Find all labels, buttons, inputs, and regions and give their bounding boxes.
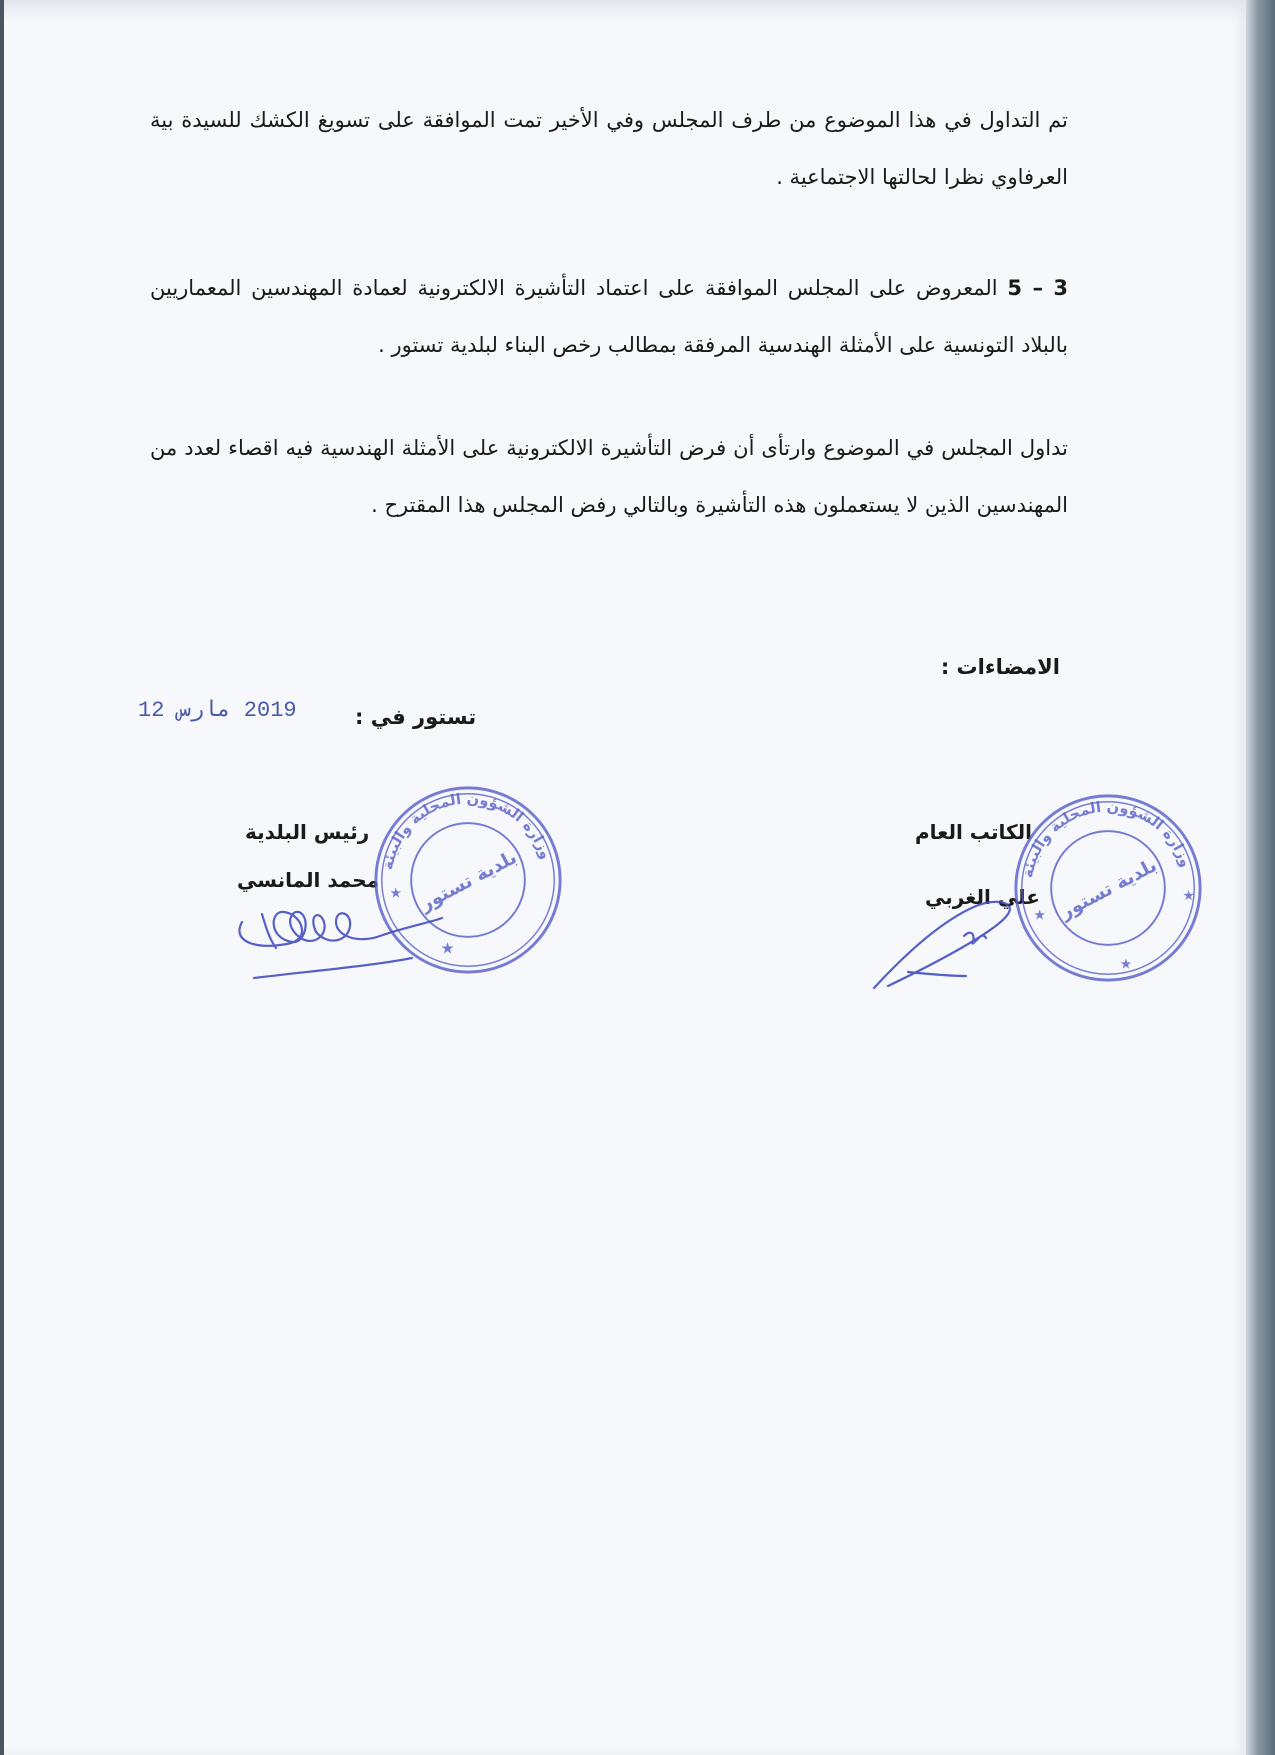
seal-center-text: بلدية تستور [416,847,521,916]
star-icon: ★ [1182,887,1195,904]
paragraph-item-5-3 [150,260,1068,374]
mayor-signature [232,892,447,980]
seal-ring-text: وزارة الشؤون المحلية والبيئة [379,790,555,872]
municipality-seal-right [1010,790,1206,986]
date-stamp: 2019 مارس 12 [138,698,297,723]
scan-edge-right [1246,0,1275,1755]
secretary-signature [868,892,1018,992]
mayor-title: رئيس البلدية [245,820,370,844]
paragraph-council-decision: تداول المجلس في الموضوع وارتأى أن فرض التأشيرة الالكترونية على الأمثلة الهندسية فيه اقصاء لعدد من المهندسين الذين لا يستعملون هذه التأشيرة وبالتالي رفض المجلس هذا المقترح . [150,436,1068,517]
star-icon: ★ [1119,956,1133,973]
scan-edge-left [0,0,4,1755]
secretary-general-name: علي الغربي [925,885,1040,909]
seal-center-text: بلدية تستور [1056,855,1161,924]
item-text: المعروض على المجلس الموافقة على اعتماد التأشيرة الالكترونية لعمادة المهندسين المعماريين بالبلاد التونسية على الأمثلة الهندسية المرفقة بمطالب رخص البناء لبلدية تستور . [150,276,1068,357]
secretary-general-title: الكاتب العام [915,820,1032,844]
seal-ring-text: وزارة الشؤون المحلية والبيئة [1019,798,1195,880]
signatures-heading: الامضاءات : [940,655,1060,679]
mayor-name: محمد المانسي [237,868,380,892]
paragraph-deliberation-kiosk: تم التداول في هذا الموضوع من طرف المجلس وفي الأخير تمت الموافقة على تسويغ الكشك للسيدة بية العرفاوي نظرا لحالتها الاجتماعية . [150,108,1068,189]
place-date-label: تستور في : [355,705,477,729]
star-icon: ★ [389,885,402,902]
star-icon: ★ [440,938,455,958]
item-number: 5 – 3 [1007,276,1068,300]
svg-text:وزارة الشؤون المحلية والبيئة [1019,798,1194,879]
scan-edge-top [0,0,1246,22]
svg-text:وزارة الشؤون المحلية والبيئة [379,790,554,871]
star-icon: ★ [1033,907,1046,924]
